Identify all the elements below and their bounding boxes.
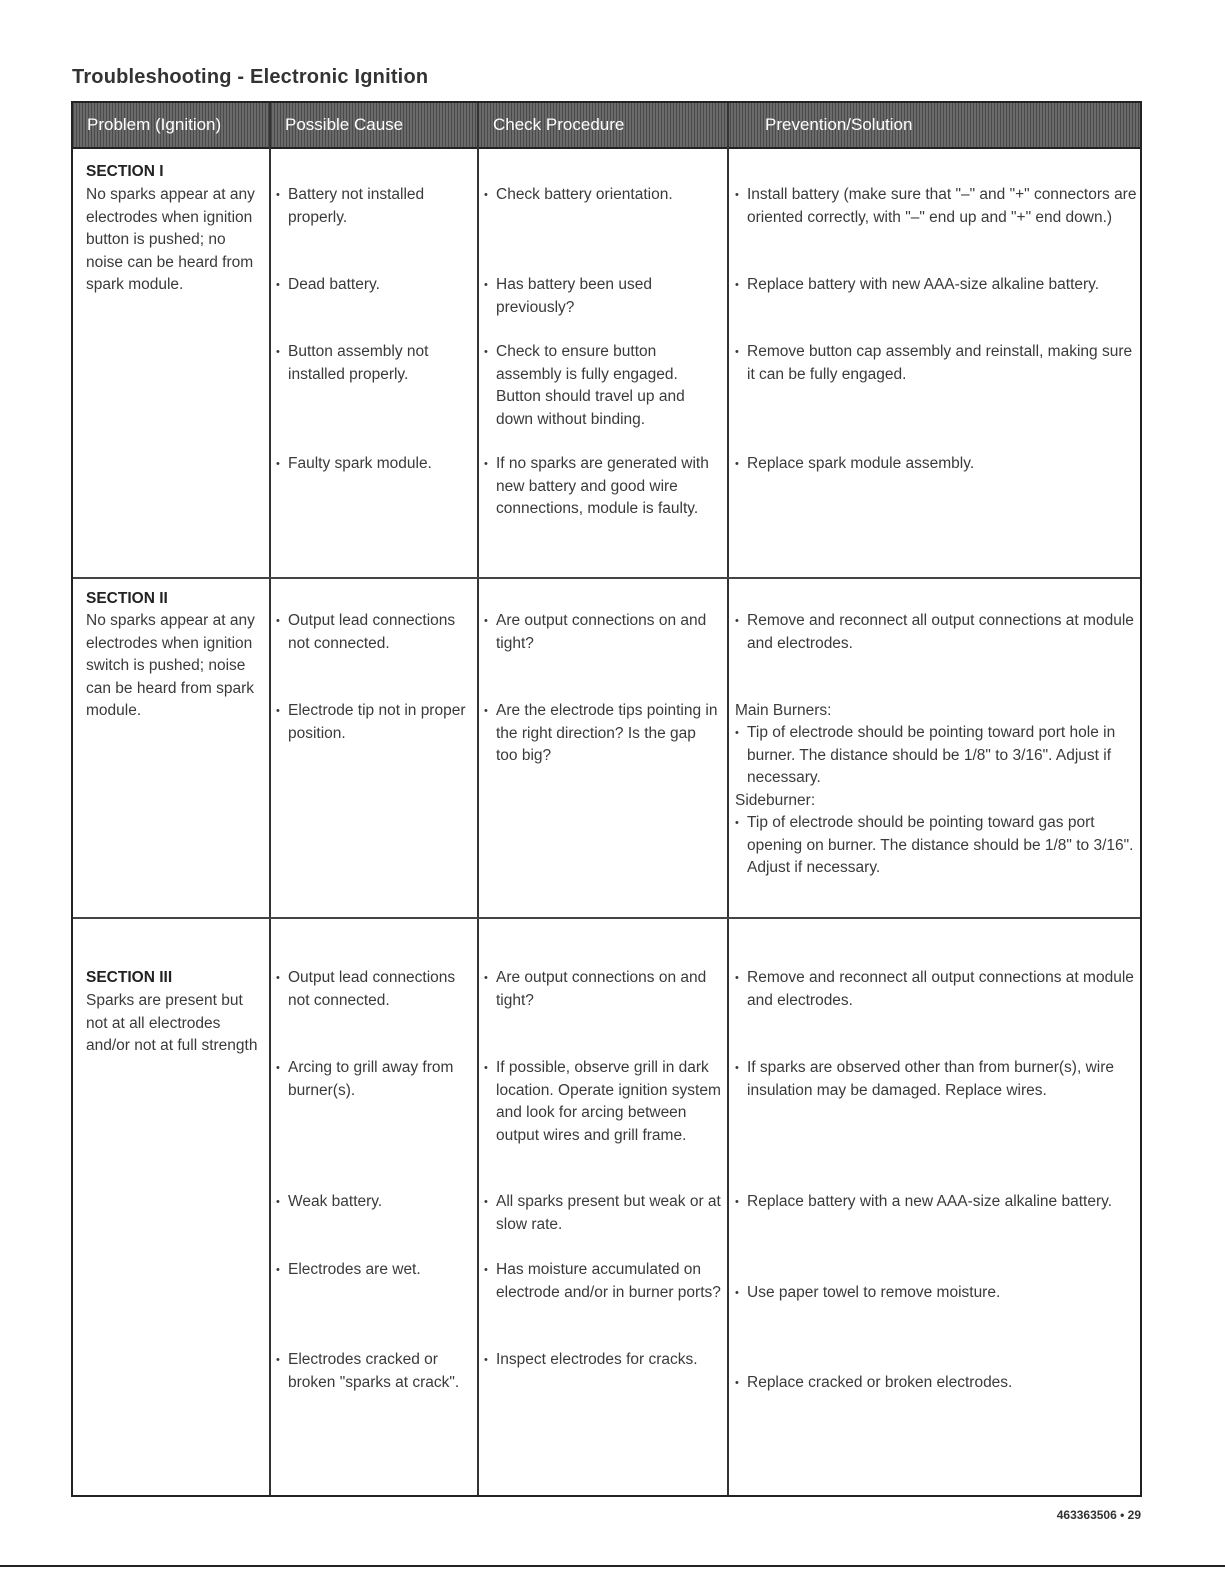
sideburner-label: Sideburner: (735, 792, 816, 809)
solution-cell: • Use paper towel to remove moisture. (735, 1282, 1137, 1305)
check-cell: • If possible, observe grill in dark location. Operate ignition system and look for arcing between output wires and grill frame. (484, 1057, 721, 1147)
section-heading: SECTION III (86, 969, 173, 986)
column-divider (477, 103, 479, 1495)
solution-cell: • Replace battery with a new AAA-size alkaline battery. (735, 1191, 1137, 1214)
cause-cell: • Electrodes are wet. (276, 1259, 473, 1282)
solution-cell: • If sparks are observed other than from burner(s), wire insulation may be damaged. Replace wires. (735, 1057, 1137, 1102)
check-cell: • Check battery orientation. (484, 184, 721, 207)
bottom-rule (0, 1565, 1225, 1567)
solution-cell: • Remove button cap assembly and reinstall, making sure it can be fully engaged. (735, 341, 1137, 386)
solution-cell: • Tip of electrode should be pointing toward port hole in burner. The distance should be 1/8" to 3/16". Adjust if necessary. (735, 722, 1137, 790)
cause-cell: • Electrode tip not in proper position. (276, 700, 473, 745)
cause-cell: • Weak battery. (276, 1191, 473, 1214)
header-problem: Problem (Ignition) (87, 115, 222, 134)
solution-cell: • Replace cracked or broken electrodes. (735, 1372, 1137, 1395)
cause-cell: • Electrodes cracked or broken "sparks at crack". (276, 1349, 473, 1394)
page-footer: 463363506 • 29 (1056, 1508, 1141, 1522)
solution-cell: • Remove and reconnect all output connections at module and electrodes. (735, 967, 1137, 1012)
cause-cell: • Battery not installed properly. (276, 184, 473, 229)
check-cell: • Has battery been used previously? (484, 274, 721, 319)
solution-cell: • Install battery (make sure that "–" and "+" connectors are oriented correctly, with "–" end up and "+" end down.) (735, 184, 1137, 229)
cause-cell: • Arcing to grill away from burner(s). (276, 1057, 473, 1102)
solution-cell: • Remove and reconnect all output connections at module and electrodes. (735, 610, 1137, 655)
column-divider (269, 103, 271, 1495)
section-heading: SECTION II (86, 590, 168, 607)
section-problem: Sparks are present but not at all electrodes and/or not at full strength (86, 992, 258, 1054)
check-cell: • Inspect electrodes for cracks. (484, 1349, 721, 1372)
page-title: Troubleshooting - Electronic Ignition (72, 66, 429, 88)
cause-cell: • Output lead connections not connected. (276, 610, 473, 655)
table-header (73, 103, 1140, 149)
check-cell: • Are output connections on and tight? (484, 967, 721, 1012)
check-cell: • If no sparks are generated with new battery and good wire connections, module is faulty. (484, 453, 721, 521)
check-cell: • Check to ensure button assembly is fully engaged. Button should travel up and down without binding. (484, 341, 721, 431)
cause-cell: • Dead battery. (276, 274, 473, 297)
section-divider (73, 577, 1140, 579)
header-solution: Prevention/Solution (765, 115, 913, 134)
check-cell: • Are the electrode tips pointing in the right direction? Is the gap too big? (484, 700, 721, 768)
main-burners-label: Main Burners: (735, 702, 832, 719)
troubleshooting-table (71, 101, 1142, 1497)
cause-cell: • Output lead connections not connected. (276, 967, 473, 1012)
header-cause: Possible Cause (285, 115, 404, 134)
cause-cell: • Faulty spark module. (276, 453, 473, 476)
check-cell: • All sparks present but weak or at slow rate. (484, 1191, 721, 1236)
cause-cell: • Button assembly not installed properly. (276, 341, 473, 386)
check-cell: • Has moisture accumulated on electrode and/or in burner ports? (484, 1259, 721, 1304)
section-problem: No sparks appear at any electrodes when ignition switch is pushed; noise can be heard from spark module. (86, 612, 255, 719)
section-problem: No sparks appear at any electrodes when ignition button is pushed; no noise can be heard from spark module. (86, 186, 255, 293)
check-cell: • Are output connections on and tight? (484, 610, 721, 655)
solution-cell: • Tip of electrode should be pointing toward gas port opening on burner. The distance should be 1/8" to 3/16". Adjust if necessary. (735, 812, 1137, 880)
column-divider (727, 103, 729, 1495)
section-heading: SECTION I (86, 163, 164, 180)
solution-cell: • Replace battery with new AAA-size alkaline battery. (735, 274, 1137, 297)
header-check: Check Procedure (493, 115, 625, 134)
section-divider (73, 917, 1140, 919)
solution-cell: • Replace spark module assembly. (735, 453, 1137, 476)
